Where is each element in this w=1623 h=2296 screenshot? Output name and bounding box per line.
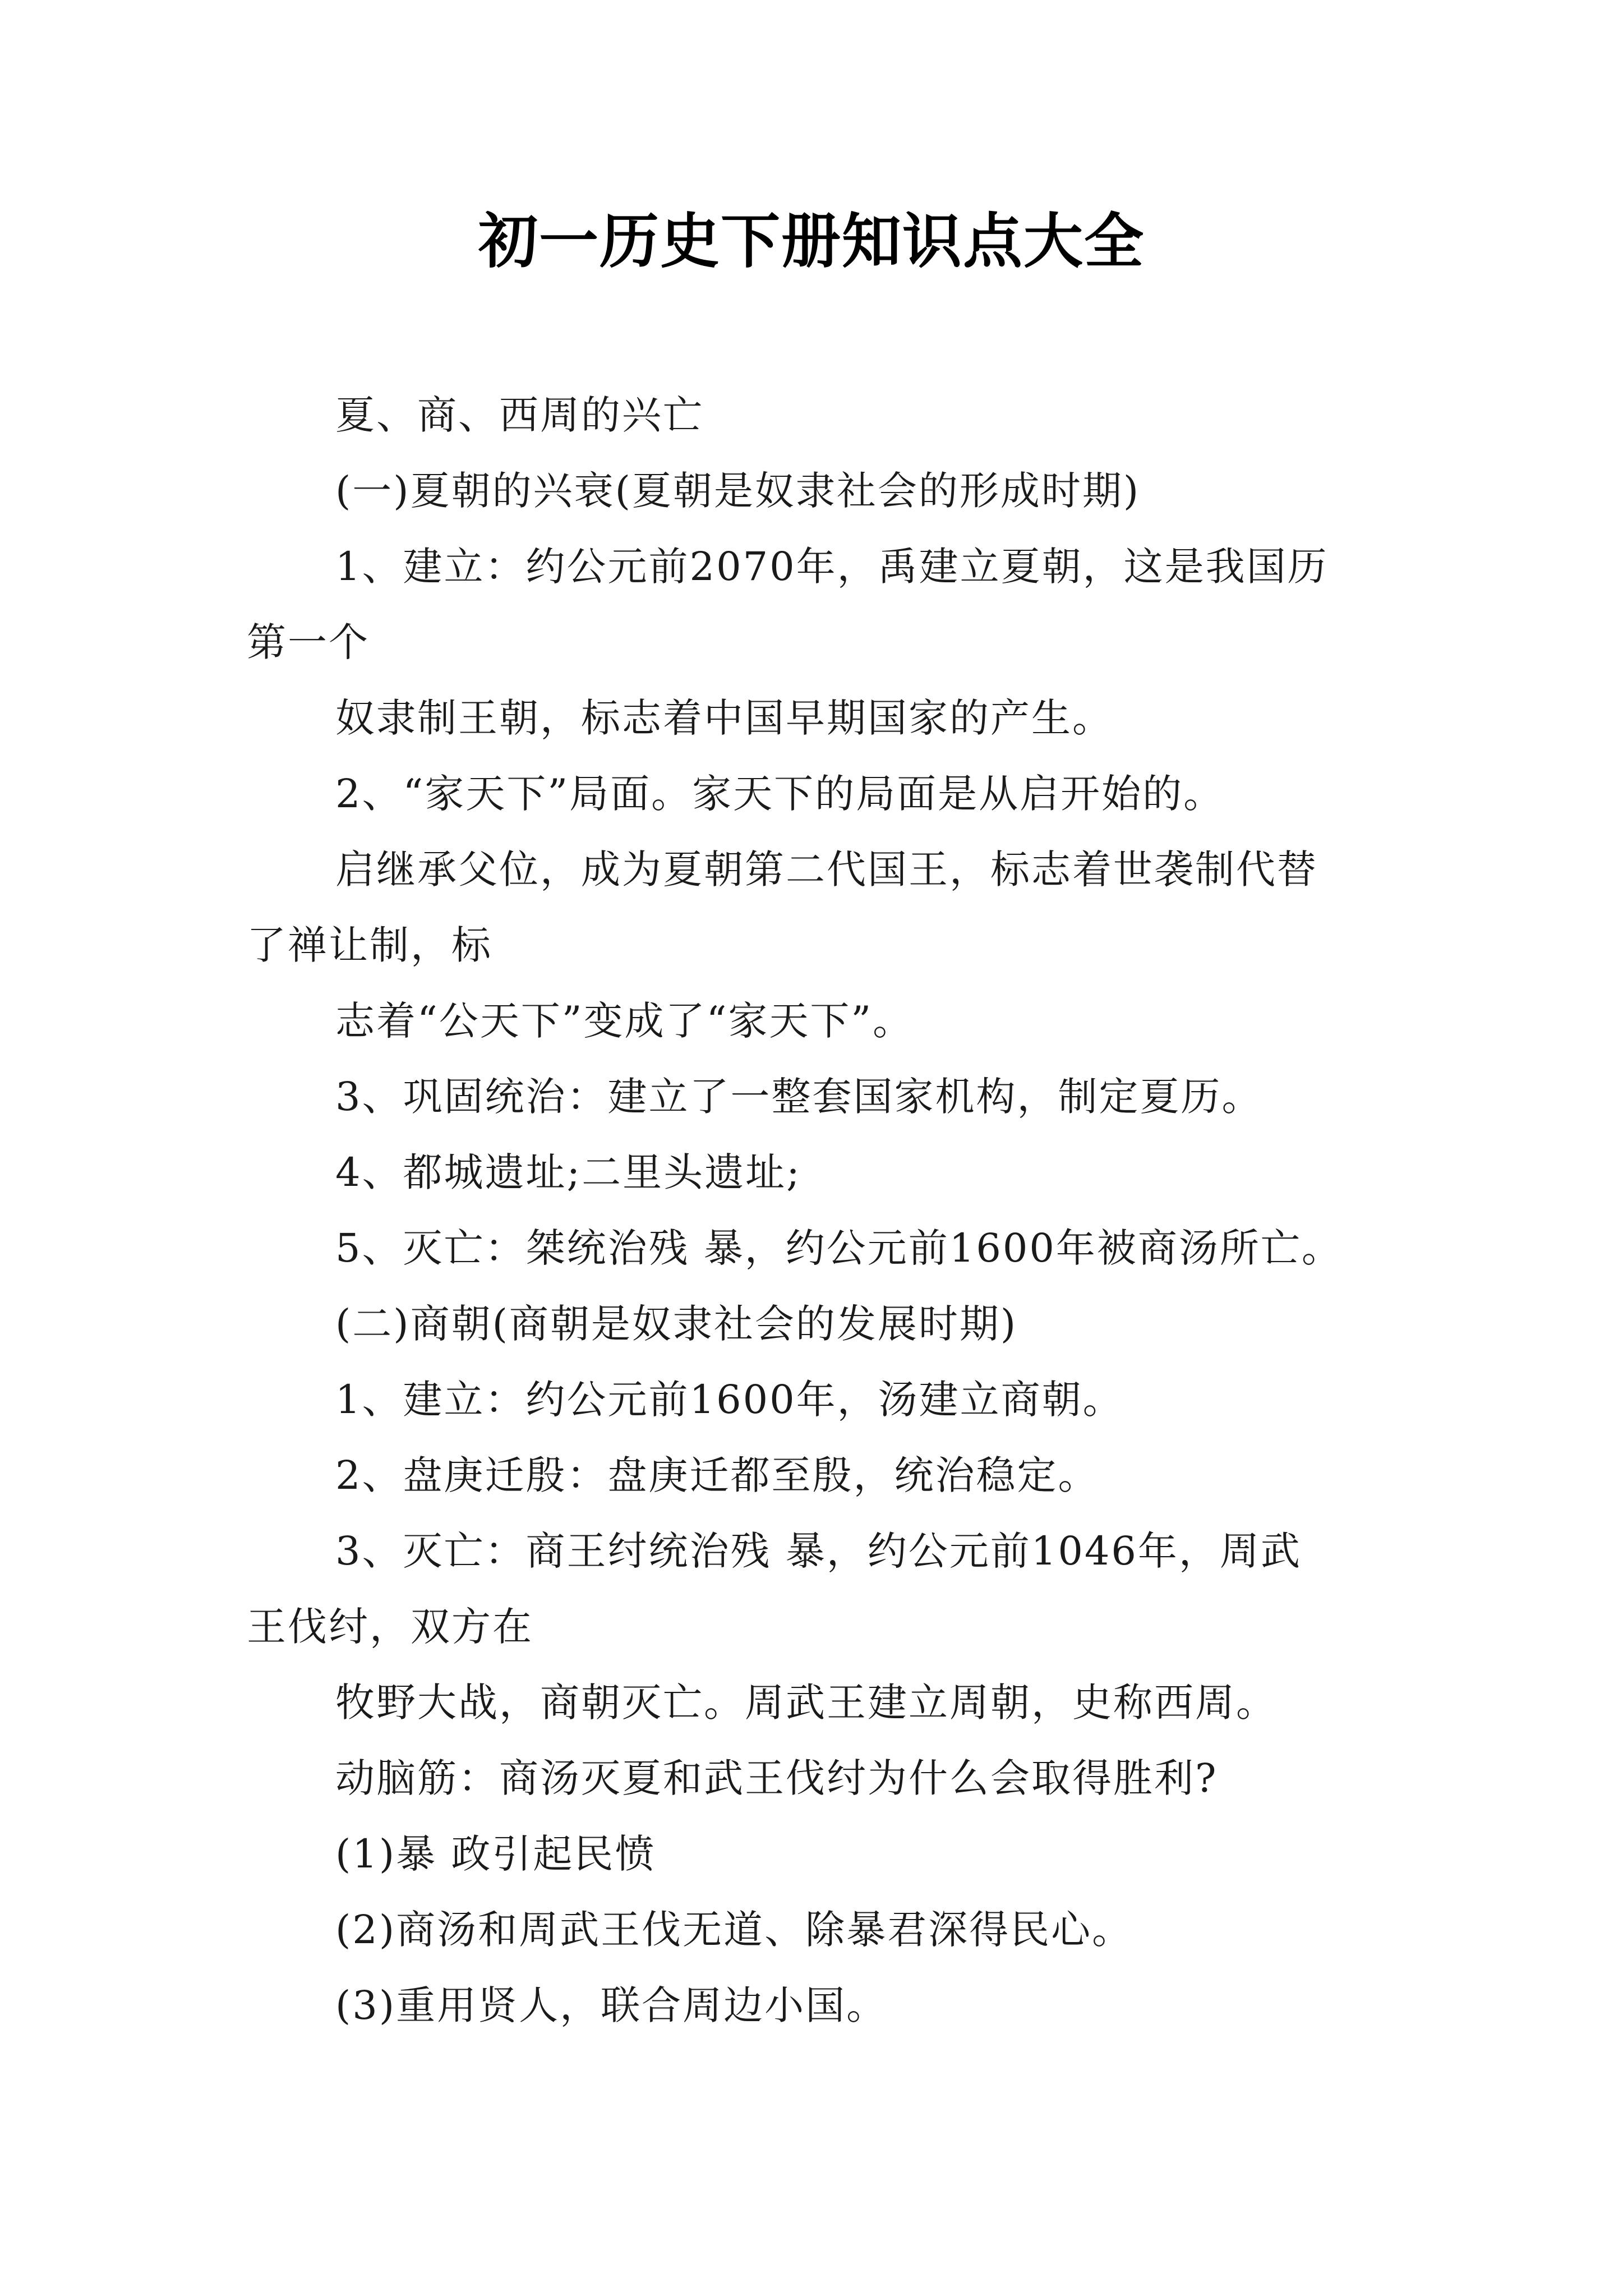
answer-item: (1)暴 政引起民愤 bbox=[335, 1831, 656, 1877]
paragraph-line: 牧野大战，商朝灭亡。周武王建立周朝，史称西周。 bbox=[335, 1680, 1277, 1726]
paragraph-line: 奴隶制王朝，标志着中国早期国家的产生。 bbox=[335, 695, 1113, 741]
paragraph-line: 启继承父位，成为夏朝第二代国王，标志着世袭制代替 bbox=[335, 846, 1318, 892]
paragraph-line: 2、盘庚迁殷：盘庚迁都至殷，统治稳定。 bbox=[335, 1452, 1099, 1498]
section-heading: 夏、商、西周的兴亡 bbox=[335, 392, 704, 438]
subsection-heading: (二)商朝(商朝是奴隶社会的发展时期) bbox=[335, 1301, 1018, 1347]
paragraph-line: 3、灭亡：商王纣统治残 暴，约公元前1046年，周武 bbox=[335, 1528, 1302, 1574]
paragraph-line: 王伐纣，双方在 bbox=[247, 1604, 533, 1650]
paragraph-line: 第一个 bbox=[247, 619, 370, 665]
document-title: 初一历史下册知识点大全 bbox=[478, 206, 1145, 276]
paragraph-line: 2、“家天下”局面。家天下的局面是从启开始的。 bbox=[335, 771, 1225, 817]
paragraph-line: 1、建立：约公元前1600年，汤建立商朝。 bbox=[335, 1377, 1124, 1423]
answer-item: (3)重用贤人，联合周边小国。 bbox=[335, 1982, 888, 2028]
answer-item: (2)商汤和周武王伐无道、除暴君深得民心。 bbox=[335, 1907, 1133, 1953]
paragraph-line: 1、建立：约公元前2070年，禹建立夏朝，这是我国历 bbox=[335, 544, 1329, 590]
paragraph-line: 5、灭亡：桀统治残 暴，约公元前1600年被商汤所亡。 bbox=[335, 1225, 1343, 1271]
paragraph-line: 3、巩固统治：建立了一整套国家机构，制定夏历。 bbox=[335, 1074, 1263, 1120]
subsection-heading: (一)夏朝的兴衰(夏朝是奴隶社会的形成时期) bbox=[335, 468, 1141, 514]
paragraph-line: 志着“公天下”变成了“家天下”。 bbox=[335, 998, 914, 1044]
paragraph-line: 4、都城遗址;二里头遗址; bbox=[335, 1149, 801, 1195]
paragraph-line: 了禅让制，标 bbox=[247, 922, 492, 968]
question-line: 动脑筋：商汤灭夏和武王伐纣为什么会取得胜利? bbox=[335, 1755, 1218, 1801]
